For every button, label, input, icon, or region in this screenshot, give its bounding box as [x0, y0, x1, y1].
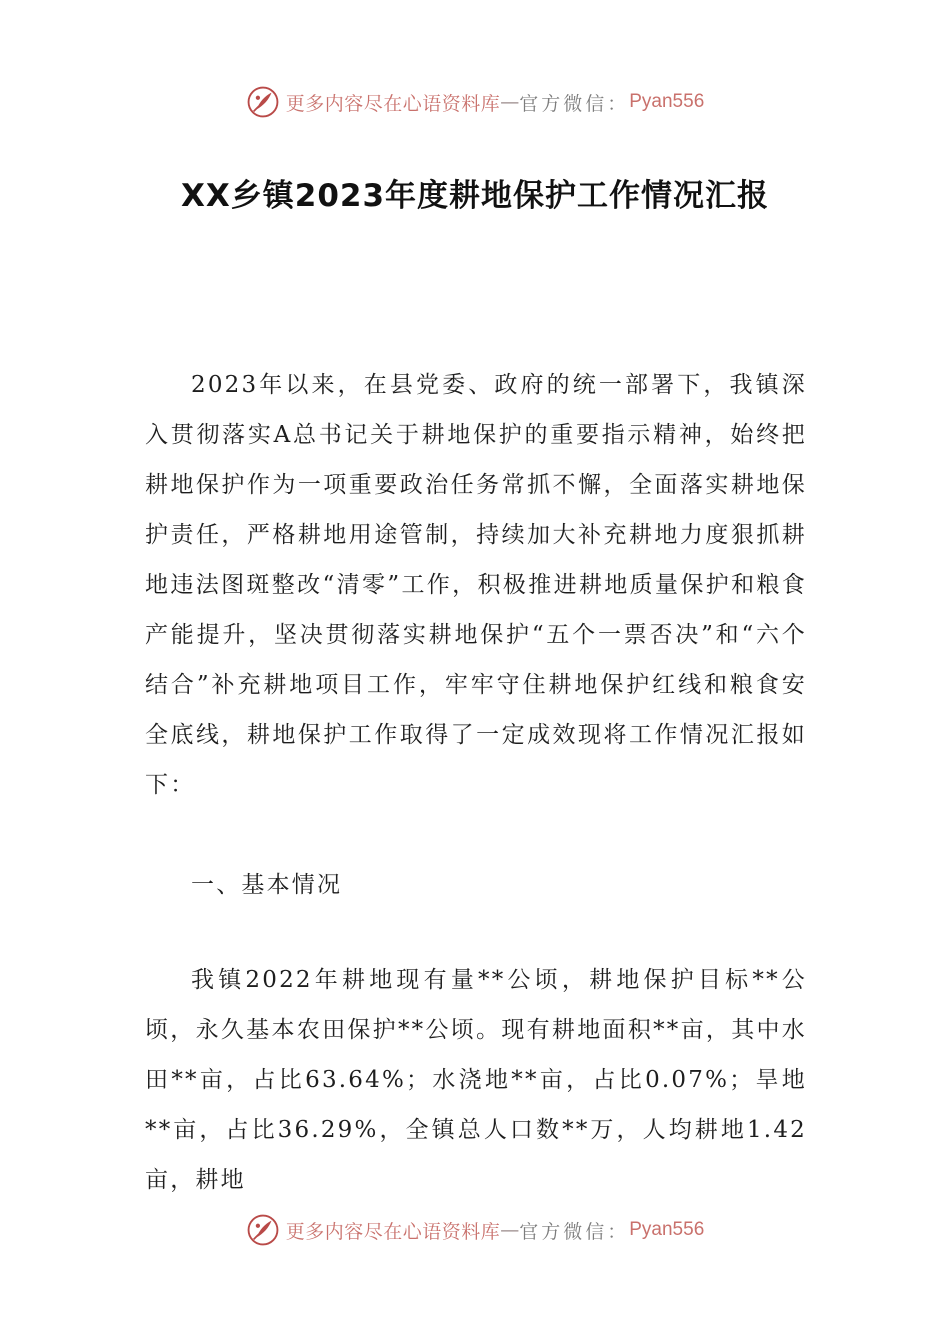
watermark-official-label: 官方微信： — [519, 92, 630, 115]
watermark-header — [0, 82, 950, 122]
watermark-footer — [0, 1210, 950, 1250]
section-heading-basic: 一、基本情况 — [191, 872, 343, 898]
quill-logo-icon — [246, 85, 280, 119]
watermark-separator: — — [500, 91, 520, 113]
watermark-wechat-id: Pyan556 — [629, 91, 705, 112]
intro-paragraph: 2023年以来，在县党委、政府的统一部署下，我镇深入贯彻落实A总书记关于耕地保护的重要指示精神，始终把耕地保护作为一项重要政治任务常抓不懈，全面落实耕地保护责任，严格耕地用途管制，持续加大补充耕地力度狠抓耕地违法图斑整改“清零”工作，积极推进耕地质量保护和粮食产能提升，坚决贯彻落实耕地保护“五个一票否决”和“六个结合”补充耕地项目工作，牢牢守住耕地保护红线和粮食安全底线，耕地保护工作取得了一定成效现将工作情况汇报如下： — [145, 372, 807, 798]
watermark-brand: 更多内容尽在心语资料库 — [285, 1220, 501, 1243]
section-paragraph-basic: 我镇2022年耕地现有量**公顷，耕地保护目标**公顷，永久基本农田保护**公顷。现有耕地面积**亩，其中水田**亩，占比63.64%；水浇地**亩，占比0.07%；旱地**亩，占比36.29%，全镇总人口数**万，人均耕地1.42亩，耕地 — [145, 967, 807, 1193]
watermark-official-label: 官方微信： — [519, 1220, 630, 1243]
document-title: XX乡镇2023年度耕地保护工作情况汇报 — [180, 178, 770, 214]
quill-logo-icon — [246, 1213, 280, 1247]
watermark-wechat-id: Pyan556 — [629, 1219, 705, 1240]
watermark-separator: — — [500, 1219, 520, 1241]
watermark-brand: 更多内容尽在心语资料库 — [285, 92, 501, 115]
